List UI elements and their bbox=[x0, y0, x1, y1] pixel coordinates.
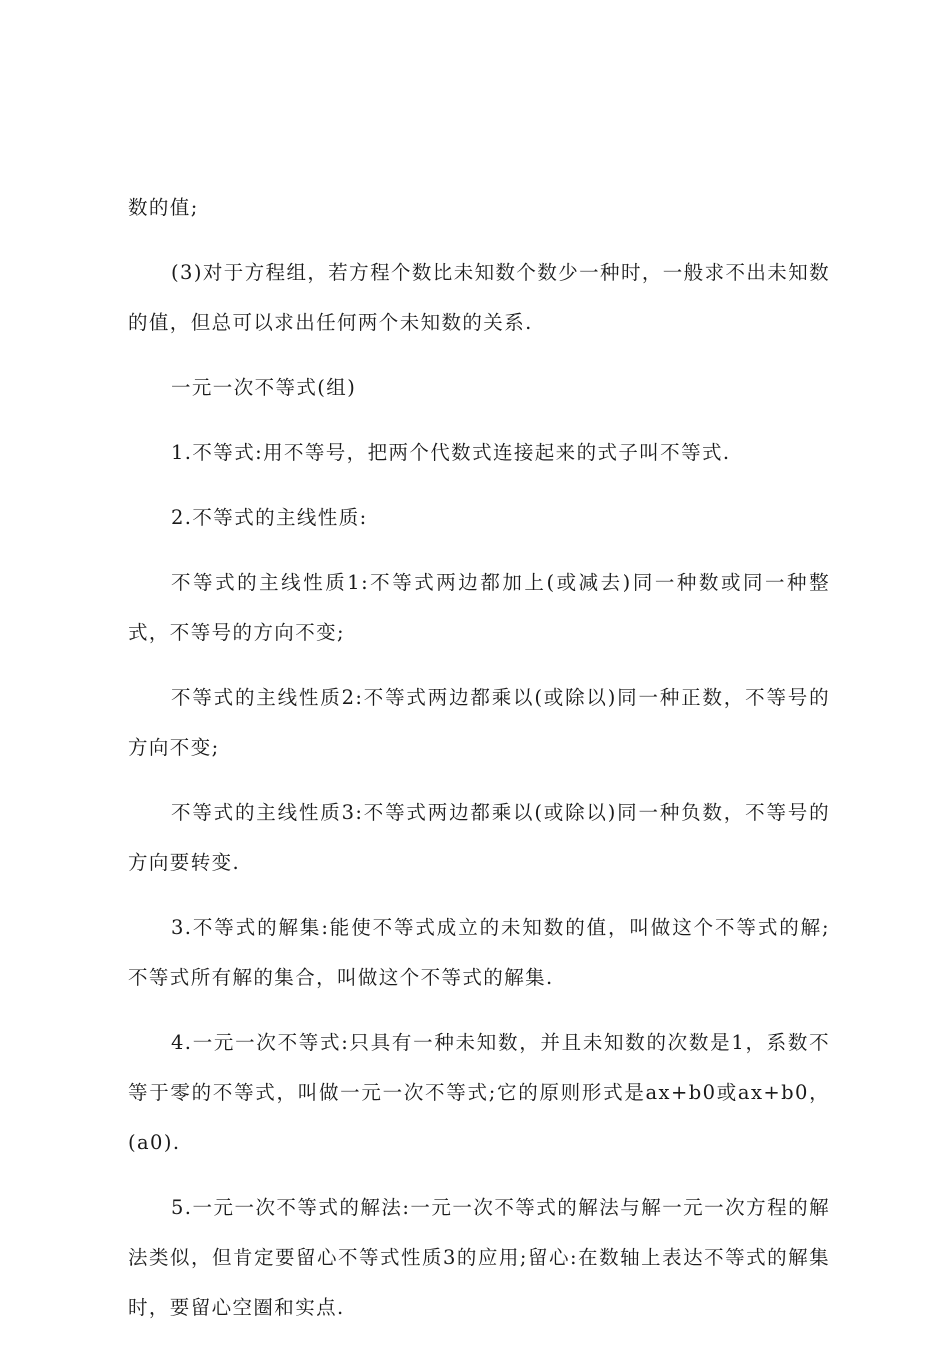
paragraph: 不等式的主线性质1:不等式两边都加上(或减去)同一种数或同一种整式，不等号的方向不变; bbox=[128, 571, 830, 644]
paragraph: 5.一元一次不等式的解法:一元一次不等式的解法与解一元一次方程的解法类似，但肯定要留心不等式性质3的应用;留心:在数轴上表达不等式的解集时，要留心空圈和实点. bbox=[128, 1196, 830, 1319]
document-page bbox=[128, 183, 830, 1348]
paragraph: 3.不等式的解集:能使不等式成立的未知数的值，叫做这个不等式的解;不等式所有解的集合，叫做这个不等式的解集. bbox=[128, 916, 830, 989]
paragraph: 不等式的主线性质3:不等式两边都乘以(或除以)同一种负数，不等号的方向要转变. bbox=[128, 801, 830, 874]
paragraph: 4.一元一次不等式:只具有一种未知数，并且未知数的次数是1，系数不等于零的不等式，叫做一元一次不等式;它的原则形式是ax+b0或ax+b0，(a0). bbox=[128, 1031, 830, 1154]
paragraph: 2.不等式的主线性质: bbox=[171, 506, 368, 529]
paragraph: (3)对于方程组，若方程个数比未知数个数少一种时，一般求不出未知数的值，但总可以求出任何两个未知数的关系. bbox=[128, 261, 830, 334]
section-heading: 一元一次不等式(组) bbox=[171, 376, 357, 399]
paragraph: 1.不等式:用不等号，把两个代数式连接起来的式子叫不等式. bbox=[171, 441, 731, 464]
paragraph: 不等式的主线性质2:不等式两边都乘以(或除以)同一种正数，不等号的方向不变; bbox=[128, 686, 830, 759]
paragraph: 数的值; bbox=[128, 196, 199, 219]
